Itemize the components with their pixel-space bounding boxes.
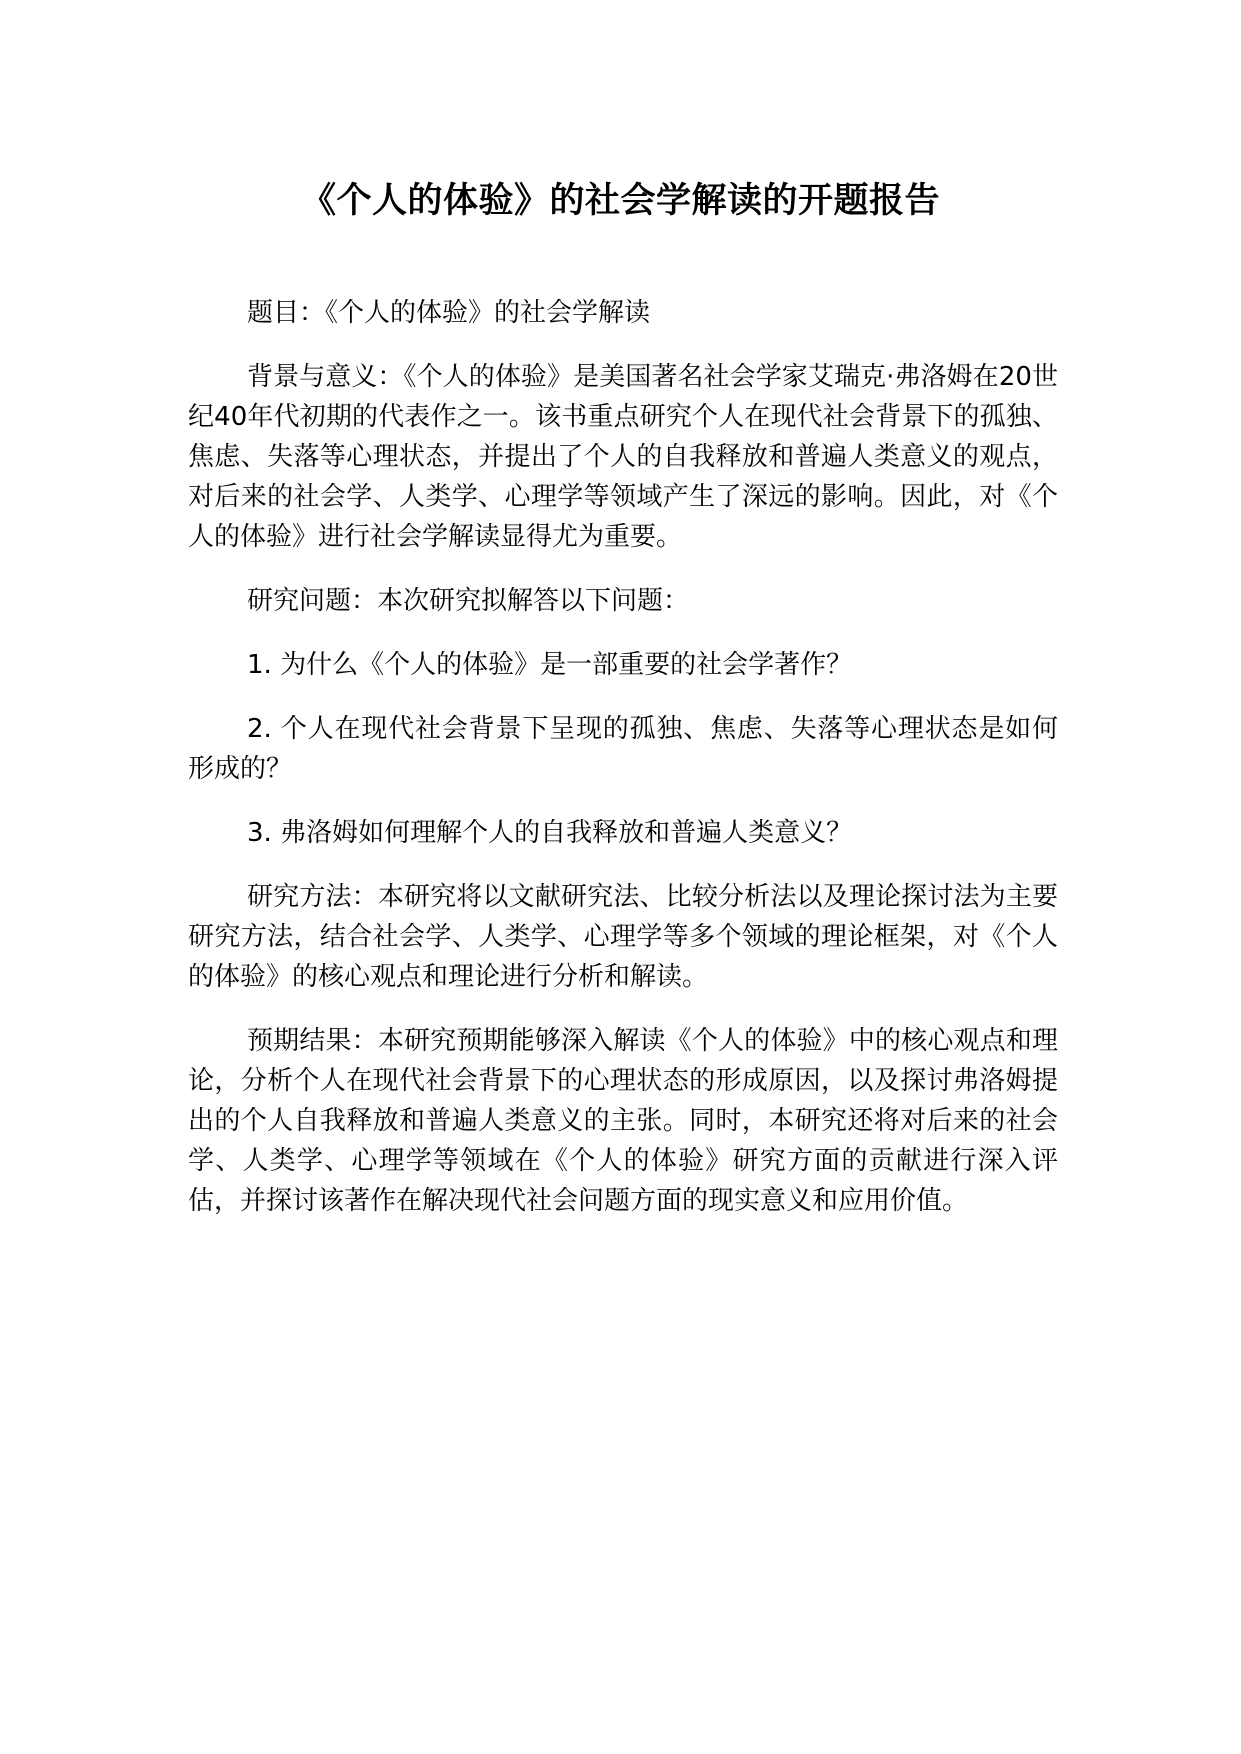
research-questions-paragraph: 研究问题：本次研究拟解答以下问题： xyxy=(247,586,690,616)
expected-results-paragraph: 预期结果：本研究预期能够深入解读《个人的体验》中的核心观点和理论，分析个人在现代社会背景下的心理状态的形成原因，以及探讨弗洛姆提出的个人自我释放和普遍人类意义的主张。同时，本研究还将对后来的社会学、人类学、心理学等领域在《个人的体验》研究方面的贡献进行深入评估，并探讨该著作在解决现代社会问题方面的现实意义和应用价值。 xyxy=(188,1026,1058,1216)
document-body xyxy=(188,293,1058,1245)
question-1: 1. 为什么《个人的体验》是一部重要的社会学著作？ xyxy=(247,650,853,680)
question-2: 2. 个人在现代社会背景下呈现的孤独、焦虑、失落等心理状态是如何形成的？ xyxy=(188,714,1058,784)
background-paragraph: 背景与意义：《个人的体验》是美国著名社会学家艾瑞克·弗洛姆在20世纪40年代初期的代表作之一。该书重点研究个人在现代社会背景下的孤独、焦虑、失落等心理状态，并提出了个人的自我释放和普遍人类意义的观点，对后来的社会学、人类学、心理学等领域产生了深远的影响。因此，对《个人的体验》进行社会学解读显得尤为重要。 xyxy=(188,362,1058,552)
methods-paragraph: 研究方法：本研究将以文献研究法、比较分析法以及理论探讨法为主要研究方法，结合社会学、人类学、心理学等多个领域的理论框架，对《个人的体验》的核心观点和理论进行分析和解读。 xyxy=(188,882,1058,992)
question-3: 3. 弗洛姆如何理解个人的自我释放和普遍人类意义？ xyxy=(247,818,853,848)
document-title: 《个人的体验》的社会学解读的开题报告 xyxy=(300,181,940,221)
topic-paragraph: 题目：《个人的体验》的社会学解读 xyxy=(247,298,651,328)
